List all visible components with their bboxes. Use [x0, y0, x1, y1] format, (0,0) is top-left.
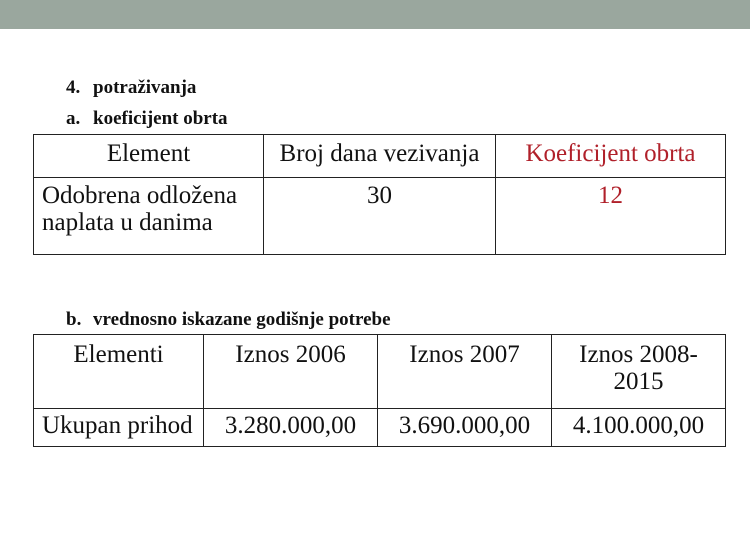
section-heading-4 [66, 77, 196, 99]
header-cell-2006: Iznos 2006 [204, 335, 378, 409]
header-cell-days: Broj dana vezivanja [264, 135, 496, 178]
table-row [34, 178, 726, 255]
heading-number: 4. [66, 77, 81, 98]
row-label [34, 178, 264, 255]
header-cell-elements: Elementi [34, 335, 204, 409]
row-label: Ukupan prihod [34, 409, 204, 447]
coefficient-table [33, 134, 726, 255]
header-cell-2007: Iznos 2007 [378, 335, 552, 409]
heading-text: potraživanja [93, 77, 197, 98]
header-cell-element: Element [34, 135, 264, 178]
row-label-line-2: naplata u danima [42, 209, 213, 236]
value-2007: 3.690.000,00 [378, 409, 552, 447]
heading-text: vrednosno iskazane godišnje potrebe [93, 309, 391, 330]
annual-needs-table [33, 334, 726, 447]
heading-text: koeficijent obrta [93, 108, 228, 129]
header-cell-2008-2015 [552, 335, 726, 409]
header-line-1: Iznos 2008- [579, 341, 698, 368]
days-value: 30 [264, 178, 496, 255]
table-header-row [34, 135, 726, 178]
subheading-b [66, 309, 391, 331]
header-line-2: 2015 [613, 368, 664, 395]
value-2006: 3.280.000,00 [204, 409, 378, 447]
heading-number: a. [66, 108, 81, 129]
subheading-a [66, 108, 228, 130]
row-label-line-1: Odobrena odložena [42, 182, 238, 209]
heading-number: b. [66, 309, 82, 330]
value-2008-2015: 4.100.000,00 [552, 409, 726, 447]
table-header-row [34, 335, 726, 409]
header-cell-coefficient: Koeficijent obrta [496, 135, 726, 178]
coefficient-value: 12 [496, 178, 726, 255]
table-row [34, 409, 726, 447]
top-bar [0, 0, 750, 29]
